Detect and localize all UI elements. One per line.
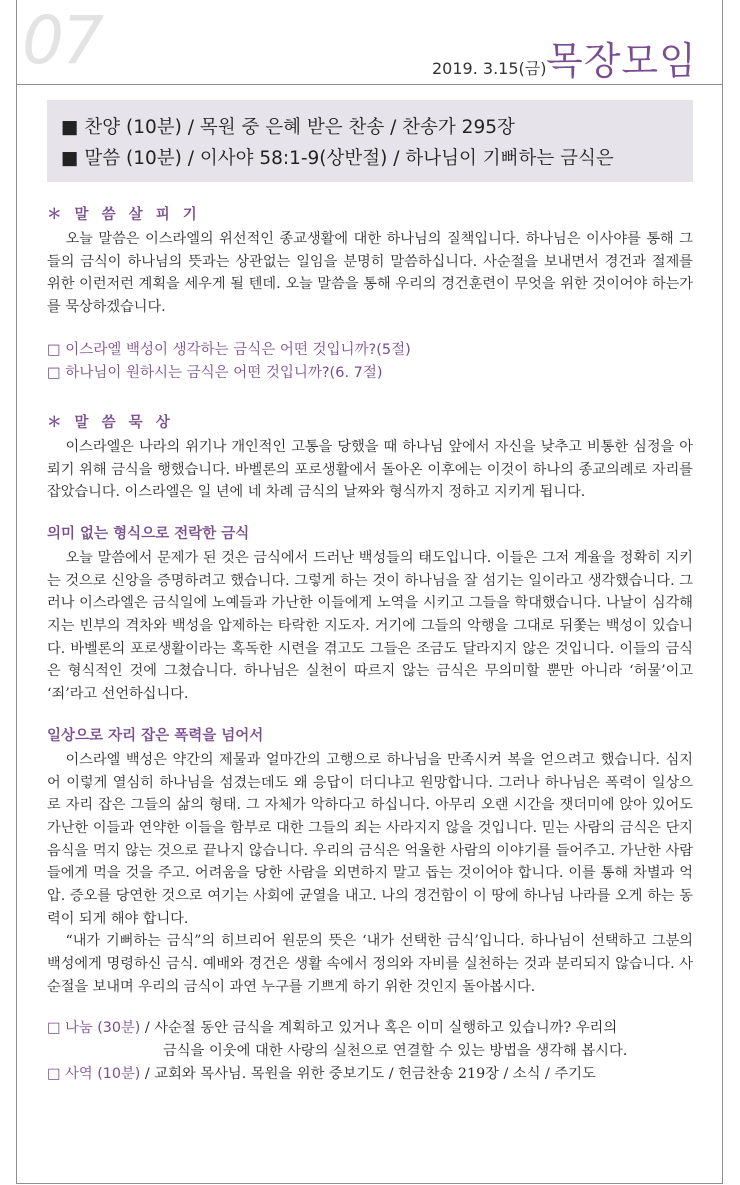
word-line: ■ 말씀 (10분) / 이사야 58:1-9(상반절) / 하나님이 기뻐하는 금식은 xyxy=(61,148,614,169)
violence-paragraph-1: 이스라엘 백성은 약간의 제물과 얼마간의 고행으로 하나님을 만족시켜 복을 얻으려고 했습니다. 심지어 이렇게 열심히 하나님을 섬겼는데도 왜 응답이 더디냐고 원망합니다. 그러나 하나님은 폭력이 일상으로 자리 잡은 그들의 삶의 형태. 그 자체가 악하다고 하십니다. 아무리 오랜 시간을 잿더미에 앉아 있어도 가난한 이들과 연약한 이들을 함부로 대한 그들의 죄는 사라지지 않을 것입니다. 믿는 사람의 금식은 단지 음식을 먹지 않는 것으로 끝나지 않습니다. 우리의 금식은 억울한 사람의 이야기를 들어주고. 가난한 사람들에게 먹을 것을 주고. 어려움을 당한 사람을 외면하지 말고 돕는 것이어야 합니다. 이를 통해 차별과 억압. 증오를 당연한 것으로 여기는 사회에 균열을 내고. 나의 경건함이 이 땅에 하나님 나라를 오게 하는 동력이 되게 해야 합니다. xyxy=(47,751,693,927)
sharing-text-2: 금식을 이웃에 대한 사랑의 실천으로 연결할 수 있는 방법을 생각해 봅시다. xyxy=(163,1042,628,1059)
section-heading-meditate: ＊ 말 씀 묵 상 xyxy=(47,414,174,431)
sharing-label: □ 나눔 (30분) xyxy=(47,1019,141,1036)
page-title: 목장모임 xyxy=(546,39,697,83)
praise-line: ■ 찬양 (10분) / 목원 중 은혜 받은 찬송 / 찬송가 295장 xyxy=(61,117,515,138)
question-2: □ 하나님이 원하시는 금식은 어떤 것입니까?(6. 7절) xyxy=(47,364,383,381)
formality-paragraph: 오늘 말씀에서 문제가 된 것은 금식에서 드러난 백성들의 태도입니다. 이들은 그저 계율을 정확히 지키는 것으로 신앙을 증명하려고 했습니다. 그렇게 하는 것이 하나님을 잘 섬기는 일이라고 생각했습니다. 그러나 이스라엘은 금식일에 노예들과 가난한 이들에게 노역을 시키고 그들을 학대했습니다. 나날이 심각해지는 빈부의 격차와 백성을 압제하는 타락한 지도자. 거기에 그들의 악행을 그대로 뒤쫓는 백성이 있습니다. 바벨론의 포로생활이라는 혹독한 시련을 겪고도 그들은 조금도 달라지지 않은 것입니다. 이들의 금식은 형식적인 것에 그쳤습니다. 하나님은 실천이 따르지 않는 금식은 무의미할 뿐만 아니라 ‘허물’이고 ‘죄’라고 선언하십니다. xyxy=(47,549,693,703)
section-heading-violence: 일상으로 자리 잡은 폭력을 넘어서 xyxy=(47,727,264,744)
sharing-text-1: / 사순절 동안 금식을 계획하고 있거나 혹은 이미 실행하고 있습니까? 우리의 xyxy=(140,1019,618,1036)
sharing-activity-cont xyxy=(47,1040,693,1063)
sharing-activity xyxy=(47,1017,693,1040)
meditate-paragraph: 이스라엘은 나라의 위기나 개인적인 고통을 당했을 때 하나님 앞에서 자신을 낮추고 비통한 심정을 아뢰기 위해 금식을 행했습니다. 바벨론의 포로생활에서 돌아온 이후에는 이것이 하나의 종교의례로 자리를 잡았습니다. 이스라엘은 일 년에 네 차례 금식의 날짜와 형식까지 정하고 지키게 됩니다. xyxy=(47,438,693,501)
main-content xyxy=(47,203,693,1086)
section-heading-examine: ＊ 말 씀 살 피 기 xyxy=(47,207,201,223)
summary-box xyxy=(47,100,693,182)
ministry-text: / 교회와 목사님. 목원을 위한 중보기도 / 헌금찬송 219장 / 소식 / 주기도 xyxy=(140,1065,596,1082)
examine-paragraph: 오늘 말씀은 이스라엘의 위선적인 종교생활에 대한 하나님의 질책입니다. 하나님은 이사야를 통해 그들의 금식이 하나님의 뜻과는 상관없는 일임을 분명히 말씀하십니다. 사순절을 보내면서 경건과 절제를 위한 이런저런 계획을 세우게 될 텐데. 오늘 말씀을 통해 우리의 경건훈련이 무엇을 위한 것이어야 하는가를 묵상하겠습니다. xyxy=(47,231,693,316)
header-divider xyxy=(16,84,723,85)
section-heading-formality: 의미 없는 형식으로 전락한 금식 xyxy=(47,525,250,542)
ministry-label: □ 사역 (10분) xyxy=(47,1065,141,1082)
ministry-activity xyxy=(47,1063,693,1086)
question-1: □ 이스라엘 백성이 생각하는 금식은 어떤 것입니까?(5절) xyxy=(47,341,411,358)
violence-paragraph-2: “내가 기뻐하는 금식”의 히브리어 원문의 뜻은 ‘내가 선택한 금식’입니다. 하나님이 선택하고 그분의 백성에게 명령하신 금식. 예배와 경건은 생활 속에서 정의와 자비를 실천하는 것과 분리되지 않습니다. 사순절을 보내며 우리의 금식이 과연 누구를 기쁘게 하기 위한 것인지 돌아봅시다. xyxy=(47,933,693,995)
meeting-date: 2019. 3.15(금) xyxy=(432,59,547,78)
page-number: 07 xyxy=(22,2,102,79)
